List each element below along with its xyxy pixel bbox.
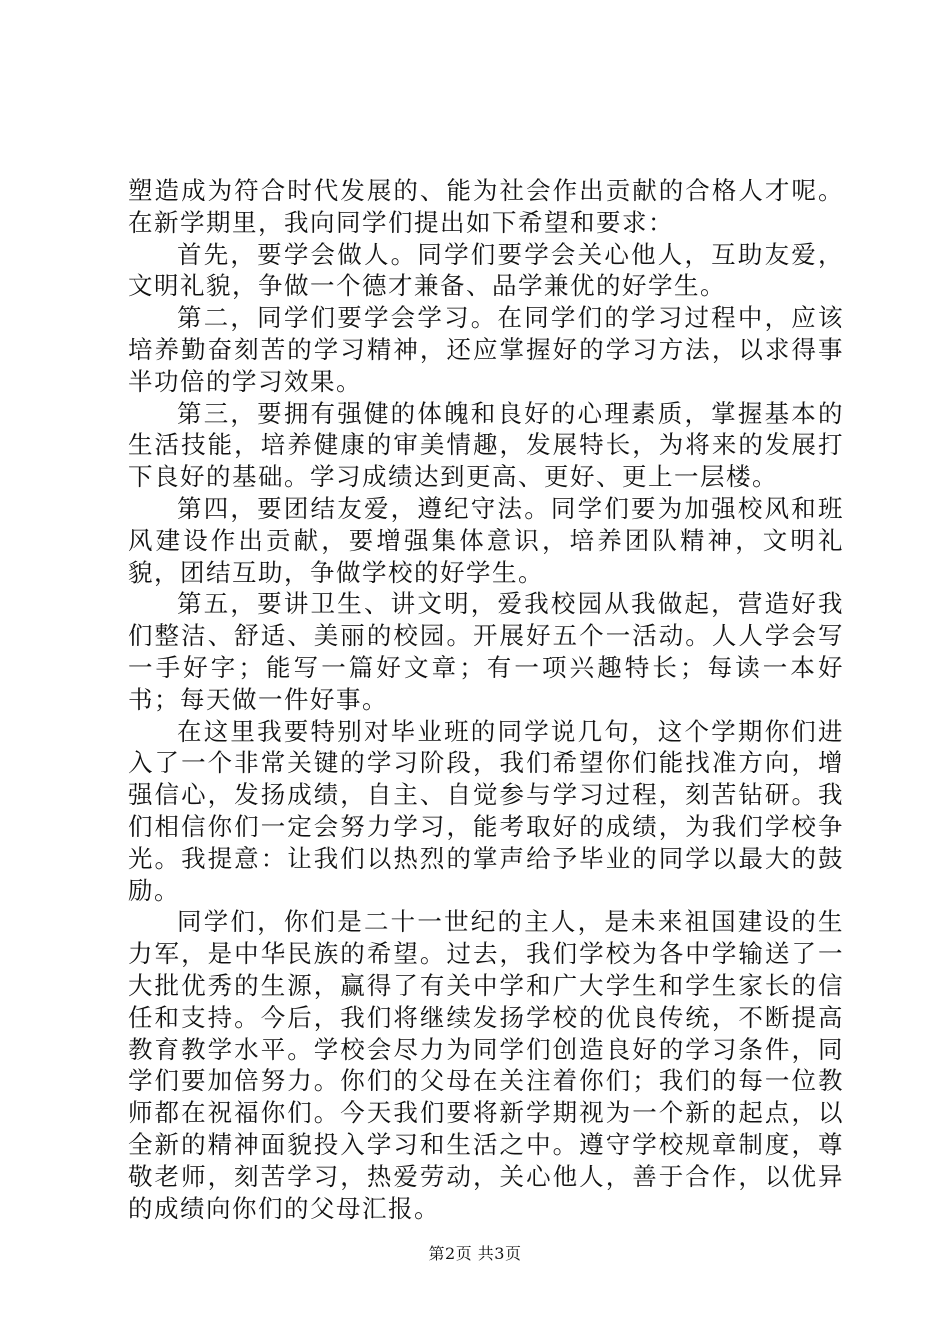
document-body: [128, 175, 844, 1224]
paragraph-5: 第四，要团结友爱，遵纪守法。同学们要为加强校风和班风建设作出贡献，要增强集体意识，培养团队精神，文明礼貌，团结互助，争做学校的好学生。: [128, 493, 844, 587]
paragraph-2: 首先，要学会做人。同学们要学会关心他人，互助友爱，文明礼貌，争做一个德才兼备、品学兼优的好学生。: [128, 239, 844, 301]
page-number-footer: 第2页 共3页: [428, 1244, 522, 1263]
paragraph-7: 在这里我要特别对毕业班的同学说几句，这个学期你们进入了一个非常关键的学习阶段，我们希望你们能找准方向，增强信心，发扬成绩，自主、自觉参与学习过程，刻苦钻研。我们相信你们一定会努力学习，能考取好的成绩，为我们学校争光。我提意：让我们以热烈的掌声给予毕业的同学以最大的鼓励。: [128, 716, 844, 905]
paragraph-3: 第二，同学们要学会学习。在同学们的学习过程中，应该培养勤奋刻苦的学习精神，还应掌握好的学习方法，以求得事半功倍的学习效果。: [128, 303, 844, 396]
paragraph-4: 第三，要拥有强健的体魄和良好的心理素质，掌握基本的生活技能，培养健康的审美情趣，发展特长，为将来的发展打下良好的基础。学习成绩达到更高、更好、更上一层楼。: [128, 398, 844, 492]
paragraph-1: 塑造成为符合时代发展的、能为社会作出贡献的合格人才呢。在新学期里，我向同学们提出如下希望和要求：: [128, 176, 844, 237]
paragraph-6: 第五，要讲卫生、讲文明，爱我校园从我做起，营造好我们整洁、舒适、美丽的校园。开展好五个一活动。人人学会写一手好字；能写一篇好文章；有一项兴趣特长；每读一本好书；每天做一件好事。: [128, 589, 844, 714]
paragraph-8: 同学们，你们是二十一世纪的主人，是未来祖国建设的生力军，是中华民族的希望。过去，我们学校为各中学输送了一大批优秀的生源，赢得了有关中学和广大学生和学生家长的信任和支持。今后，我们将继续发扬学校的优良传统，不断提高教育教学水平。学校会尽力为同学们创造良好的学习条件，同学们要加倍努力。你们的父母在关注着你们；我们的每一位教师都在祝福你们。今天我们要将新学期视为一个新的起点，以全新的精神面貌投入学习和生活之中。遵守学校规章制度，尊敬老师，刻苦学习，热爱劳动，关心他人，善于合作，以优异的成绩向你们的父母汇报。: [128, 907, 844, 1223]
